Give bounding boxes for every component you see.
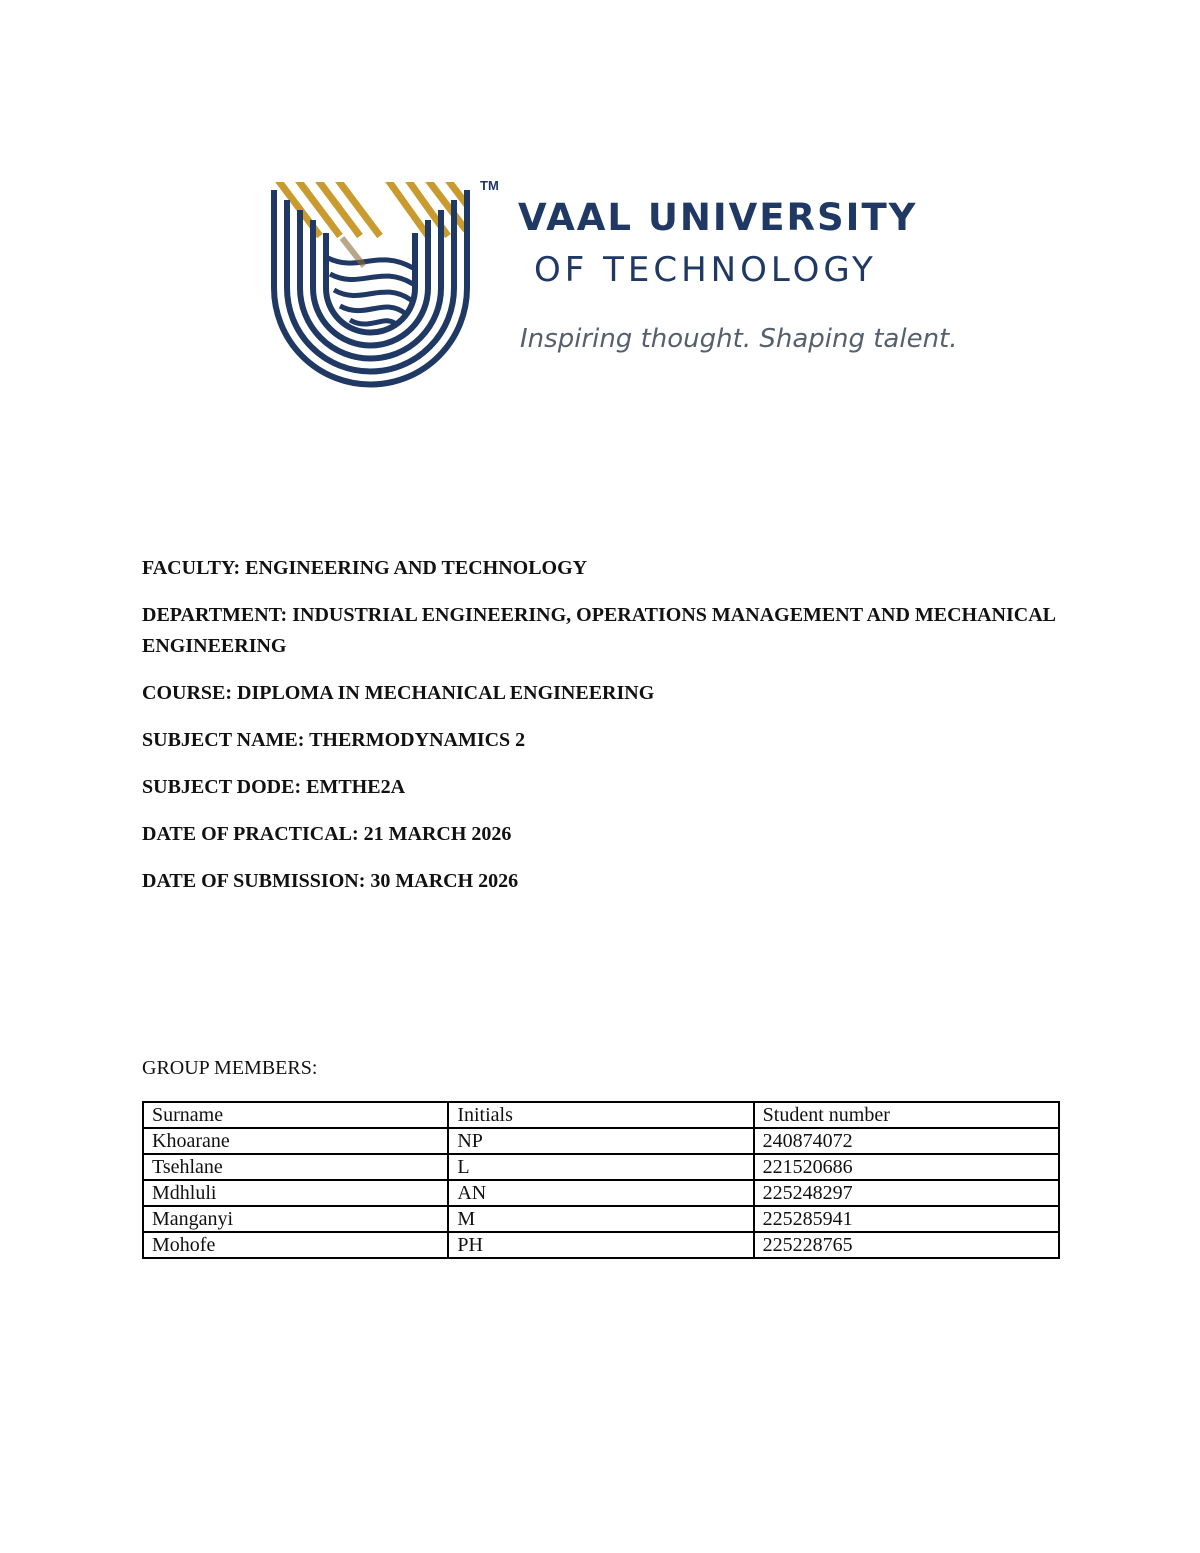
course-line: COURSE: DIPLOMA IN MECHANICAL ENGINEERING: [142, 682, 655, 704]
cell-surname: Mdhluli: [143, 1180, 448, 1206]
cell-initials: PH: [448, 1232, 753, 1258]
cell-surname: Manganyi: [143, 1206, 448, 1232]
table-row: [143, 1154, 1059, 1180]
cell-student-number: 225285941: [754, 1206, 1059, 1232]
cell-initials: M: [448, 1206, 753, 1232]
logo-university-name: VAAL UNIVERSITY: [518, 196, 918, 239]
group-members-table: [142, 1101, 1060, 1259]
header-student-number: Student number: [754, 1102, 1059, 1128]
date-of-submission-line: DATE OF SUBMISSION: 30 MARCH 2026: [142, 870, 519, 892]
header-initials: Initials: [448, 1102, 753, 1128]
trademark-mark: TM: [480, 178, 499, 193]
cell-initials: NP: [448, 1128, 753, 1154]
cell-surname: Khoarane: [143, 1128, 448, 1154]
cell-student-number: 225228765: [754, 1232, 1059, 1258]
subject-code-line: SUBJECT DODE: EMTHE2A: [142, 776, 406, 798]
university-logo: [268, 178, 958, 393]
cell-student-number: 221520686: [754, 1154, 1059, 1180]
date-of-practical-line: DATE OF PRACTICAL: 21 MARCH 2026: [142, 823, 512, 845]
subject-name-line: SUBJECT NAME: THERMODYNAMICS 2: [142, 729, 526, 751]
faculty-line: FACULTY: ENGINEERING AND TECHNOLOGY: [142, 557, 588, 579]
logo-tagline: Inspiring thought. Shaping talent.: [520, 324, 958, 354]
header-surname: Surname: [143, 1102, 448, 1128]
cell-student-number: 225248297: [754, 1180, 1059, 1206]
cell-student-number: 240874072: [754, 1128, 1059, 1154]
department-line: DEPARTMENT: INDUSTRIAL ENGINEERING, OPERATIONS MANAGEMENT AND MECHANICAL ENGINEERING: [142, 604, 1055, 657]
table-row: [143, 1206, 1059, 1232]
cover-info-block: [142, 553, 1062, 913]
table-row: [143, 1232, 1059, 1258]
logo-of-technology: OF TECHNOLOGY: [534, 250, 877, 290]
vut-emblem-icon: [268, 178, 473, 390]
cell-surname: Tsehlane: [143, 1154, 448, 1180]
table-row: [143, 1128, 1059, 1154]
table-row: [143, 1180, 1059, 1206]
group-members-label: GROUP MEMBERS:: [142, 1057, 318, 1079]
cell-initials: L: [448, 1154, 753, 1180]
cell-surname: Mohofe: [143, 1232, 448, 1258]
table-header-row: [143, 1102, 1059, 1128]
cell-initials: AN: [448, 1180, 753, 1206]
